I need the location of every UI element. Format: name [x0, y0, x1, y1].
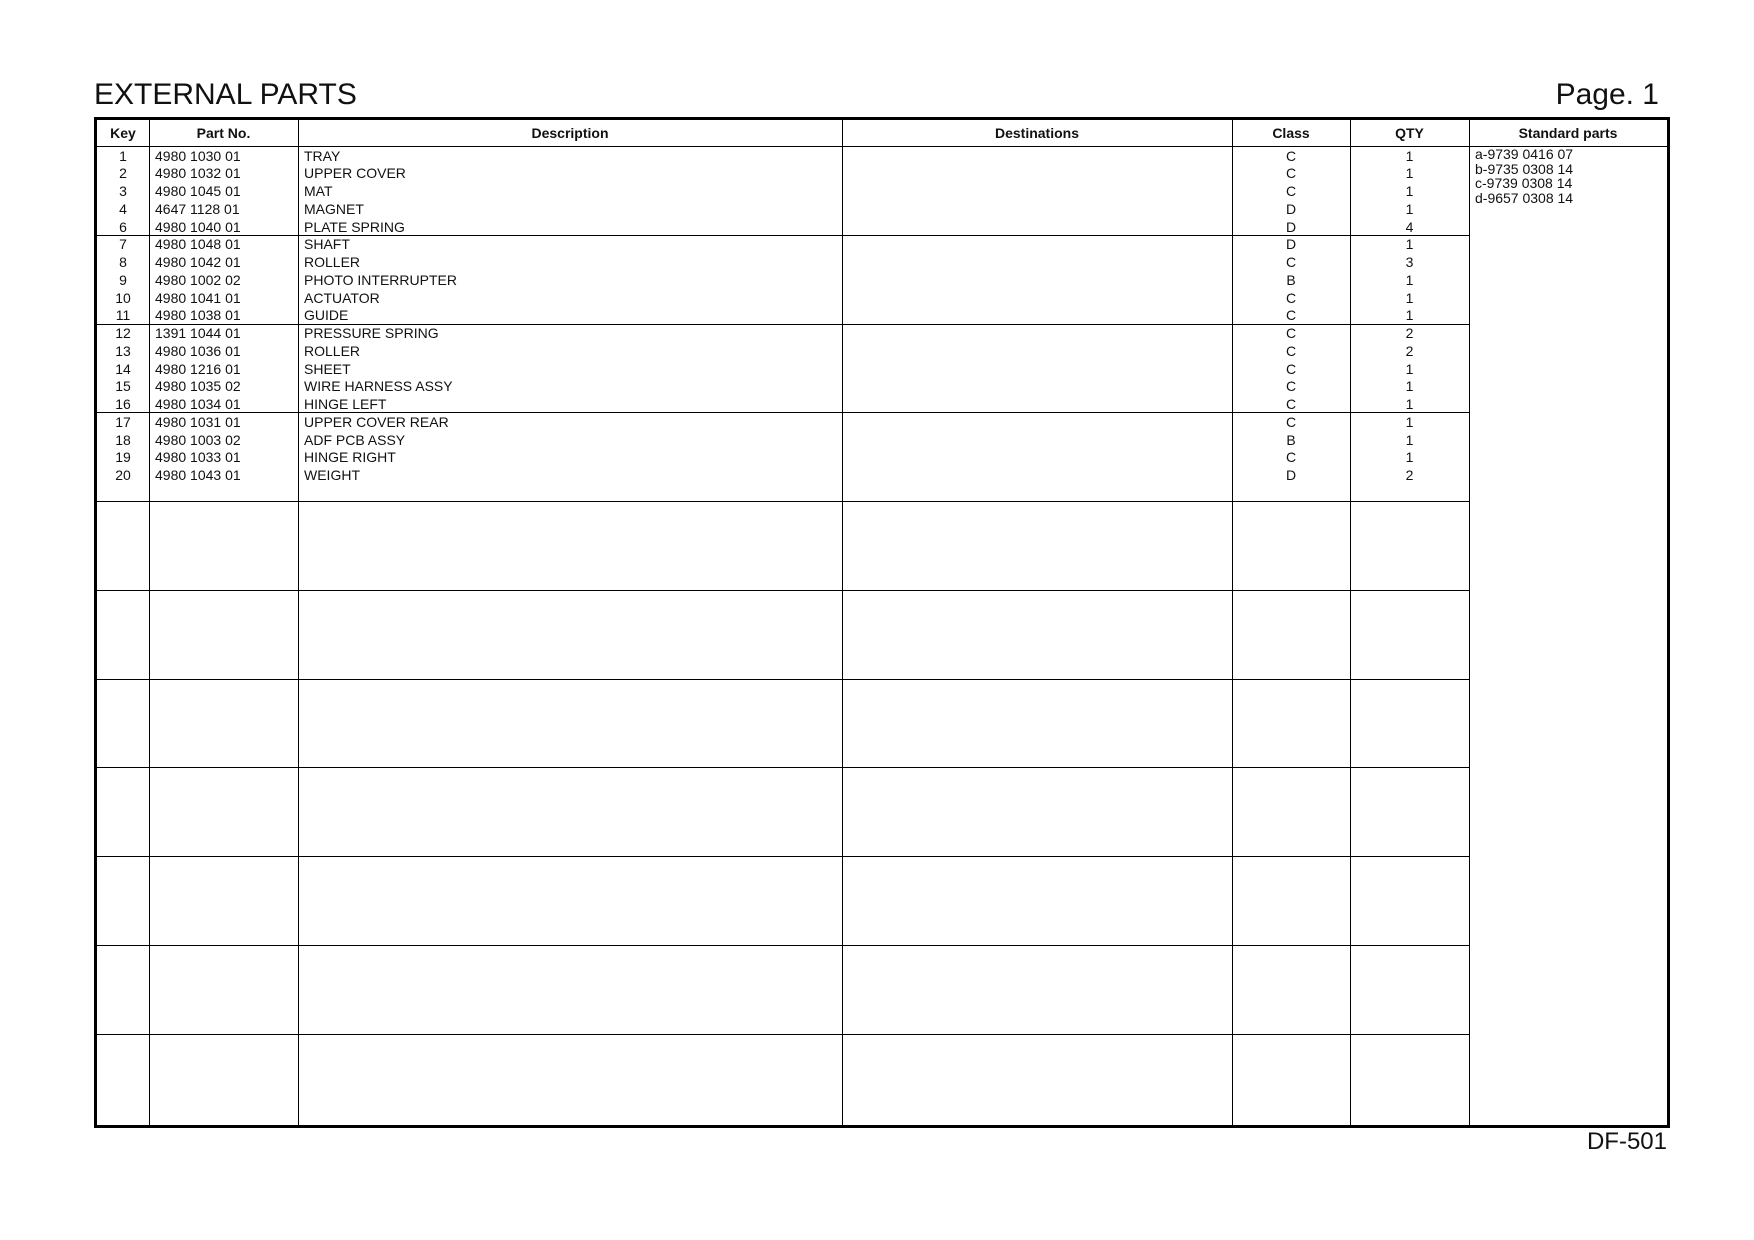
cell-key: 19	[115, 449, 131, 466]
cell-part-no: 4980 1034 01	[155, 396, 241, 412]
cell-key: 4	[119, 200, 127, 217]
cell-qty: 1	[1405, 236, 1414, 253]
cell-description: ACTUATOR	[304, 289, 380, 306]
column-divider	[842, 120, 843, 1125]
cell-destinations	[848, 271, 1232, 289]
cell-destinations	[848, 147, 1232, 165]
cell-key: 8	[119, 254, 127, 270]
parts-table	[94, 117, 1670, 1128]
model-code: DF-501	[1586, 1128, 1667, 1155]
cell-qty: 1	[1405, 449, 1414, 466]
cell-qty: 1	[1405, 147, 1414, 164]
cell-qty: 1	[1405, 271, 1414, 288]
cell-key: 14	[115, 360, 131, 377]
cell-qty: 1	[1405, 183, 1414, 199]
cell-destinations	[848, 182, 1232, 200]
group-divider	[97, 1034, 1469, 1035]
cell-qty: 1	[1405, 307, 1414, 324]
cell-destinations	[848, 466, 1232, 484]
cell-qty: 4	[1405, 218, 1414, 235]
cell-destinations	[848, 289, 1232, 307]
cell-destinations	[848, 360, 1232, 378]
cell-description: SHAFT	[304, 236, 350, 253]
cell-qty: 1	[1405, 431, 1414, 448]
cell-description: WEIGHT	[304, 467, 360, 483]
cell-part-no: 4980 1043 01	[155, 467, 241, 483]
cell-description: MAGNET	[304, 200, 364, 217]
cell-part-no: 4980 1031 01	[155, 413, 241, 430]
cell-description: ROLLER	[304, 342, 361, 359]
page-title: EXTERNAL PARTS	[94, 78, 357, 111]
cell-key: 1	[119, 147, 127, 164]
column-divider	[298, 120, 299, 1125]
cell-class: C	[1285, 413, 1297, 430]
standard-part-item: a-9739 0416 07	[1475, 146, 1574, 162]
cell-key: 12	[115, 325, 131, 341]
cell-qty: 1	[1405, 396, 1414, 412]
cell-part-no: 4980 1042 01	[155, 254, 241, 270]
cell-destinations	[848, 377, 1232, 395]
cell-description: TRAY	[304, 147, 341, 164]
cell-destinations	[848, 200, 1232, 218]
cell-qty: 1	[1405, 413, 1414, 430]
cell-description: SHEET	[304, 360, 351, 377]
cell-key: 17	[115, 413, 131, 430]
cell-class: D	[1285, 200, 1297, 217]
standard-part-item: b-9735 0308 14	[1475, 160, 1574, 177]
cell-description: PRESSURE SPRING	[304, 325, 439, 341]
cell-part-no: 4980 1036 01	[155, 342, 241, 359]
cell-destinations	[848, 324, 1232, 342]
group-divider	[97, 945, 1469, 946]
standard-part-item: c-9739 0308 14	[1475, 175, 1573, 191]
cell-part-no: 4980 1216 01	[155, 360, 241, 377]
cell-class: C	[1285, 289, 1297, 306]
page-number: Page. 1	[1555, 78, 1659, 111]
cell-qty: 1	[1405, 289, 1414, 306]
cell-description: HINGE RIGHT	[304, 449, 396, 466]
cell-class: C	[1285, 360, 1297, 377]
cell-part-no: 4980 1048 01	[155, 236, 241, 253]
cell-key: 18	[115, 431, 131, 448]
group-divider	[97, 501, 1469, 502]
cell-class: C	[1285, 183, 1297, 199]
cell-part-no: 1391 1044 01	[155, 325, 241, 341]
cell-class: C	[1285, 147, 1297, 164]
cell-part-no: 4980 1032 01	[155, 165, 241, 182]
cell-class: D	[1285, 218, 1297, 235]
cell-key: 16	[115, 396, 131, 412]
cell-destinations	[848, 306, 1232, 324]
cell-description: PLATE SPRING	[304, 218, 405, 235]
cell-destinations	[848, 164, 1232, 182]
group-divider	[97, 767, 1469, 768]
cell-class: C	[1285, 449, 1297, 466]
cell-destinations	[848, 253, 1232, 271]
cell-class: C	[1285, 254, 1297, 270]
cell-description: ROLLER	[304, 254, 361, 270]
cell-class: C	[1285, 165, 1297, 182]
cell-description: MAT	[304, 183, 333, 199]
header-standard-parts: Standard parts	[1518, 125, 1618, 141]
cell-destinations	[848, 235, 1232, 253]
cell-key: 15	[115, 378, 131, 395]
cell-class: C	[1285, 307, 1297, 324]
cell-destinations	[848, 413, 1232, 431]
cell-key: 6	[119, 218, 127, 235]
cell-description: UPPER COVER	[304, 165, 406, 182]
header-description: Description	[531, 125, 609, 141]
cell-class: B	[1286, 431, 1296, 448]
cell-qty: 2	[1405, 325, 1414, 341]
cell-qty: 1	[1405, 200, 1414, 217]
cell-part-no: 4980 1003 02	[155, 431, 241, 448]
cell-key: 9	[119, 271, 127, 288]
header-destinations: Destinations	[994, 125, 1079, 141]
header-part-no: Part No.	[196, 125, 251, 141]
group-divider	[97, 679, 1469, 680]
cell-destinations	[848, 342, 1232, 360]
cell-class: C	[1285, 378, 1297, 395]
cell-part-no: 4980 1038 01	[155, 307, 241, 324]
cell-part-no: 4980 1040 01	[155, 218, 241, 235]
cell-description: HINGE LEFT	[304, 396, 387, 412]
cell-qty: 1	[1405, 360, 1414, 377]
cell-key: 7	[119, 236, 127, 253]
cell-destinations	[848, 218, 1232, 236]
cell-part-no: 4980 1030 01	[155, 147, 241, 164]
cell-class: C	[1285, 342, 1297, 359]
cell-class: C	[1285, 325, 1297, 341]
column-divider	[149, 120, 150, 1125]
header-key: Key	[110, 125, 136, 141]
group-divider	[97, 590, 1469, 591]
cell-qty: 3	[1405, 254, 1414, 270]
cell-description: ADF PCB ASSY	[304, 431, 406, 448]
cell-destinations	[848, 431, 1232, 449]
cell-key: 10	[115, 289, 131, 306]
column-divider	[1469, 120, 1470, 1125]
cell-qty: 1	[1405, 165, 1414, 182]
cell-key: 2	[119, 165, 127, 182]
cell-class: D	[1285, 236, 1297, 253]
standard-part-item: d-9657 0308 14	[1475, 189, 1574, 206]
cell-part-no: 4647 1128 01	[155, 200, 240, 217]
header-class: Class	[1272, 125, 1310, 141]
cell-part-no: 4980 1002 02	[155, 271, 241, 288]
cell-description: PHOTO INTERRUPTER	[304, 271, 457, 288]
cell-part-no: 4980 1041 01	[155, 289, 241, 306]
cell-key: 3	[119, 183, 127, 199]
cell-qty: 2	[1405, 342, 1414, 359]
cell-qty: 1	[1405, 378, 1414, 395]
cell-description: UPPER COVER REAR	[304, 413, 449, 430]
cell-description: GUIDE	[304, 307, 349, 324]
group-divider	[97, 856, 1469, 857]
cell-qty: 2	[1405, 467, 1414, 483]
cell-key: 13	[115, 342, 131, 359]
cell-class: D	[1285, 467, 1297, 483]
cell-part-no: 4980 1035 02	[155, 378, 241, 395]
cell-key: 20	[115, 467, 131, 483]
cell-class: B	[1286, 271, 1296, 288]
cell-part-no: 4980 1033 01	[155, 449, 241, 466]
cell-destinations	[848, 448, 1232, 466]
cell-description: WIRE HARNESS ASSY	[304, 378, 453, 395]
cell-part-no: 4980 1045 01	[155, 183, 241, 199]
cell-class: C	[1285, 396, 1297, 412]
cell-key: 11	[115, 307, 131, 324]
cell-destinations	[848, 395, 1232, 413]
header-qty: QTY	[1395, 125, 1424, 141]
